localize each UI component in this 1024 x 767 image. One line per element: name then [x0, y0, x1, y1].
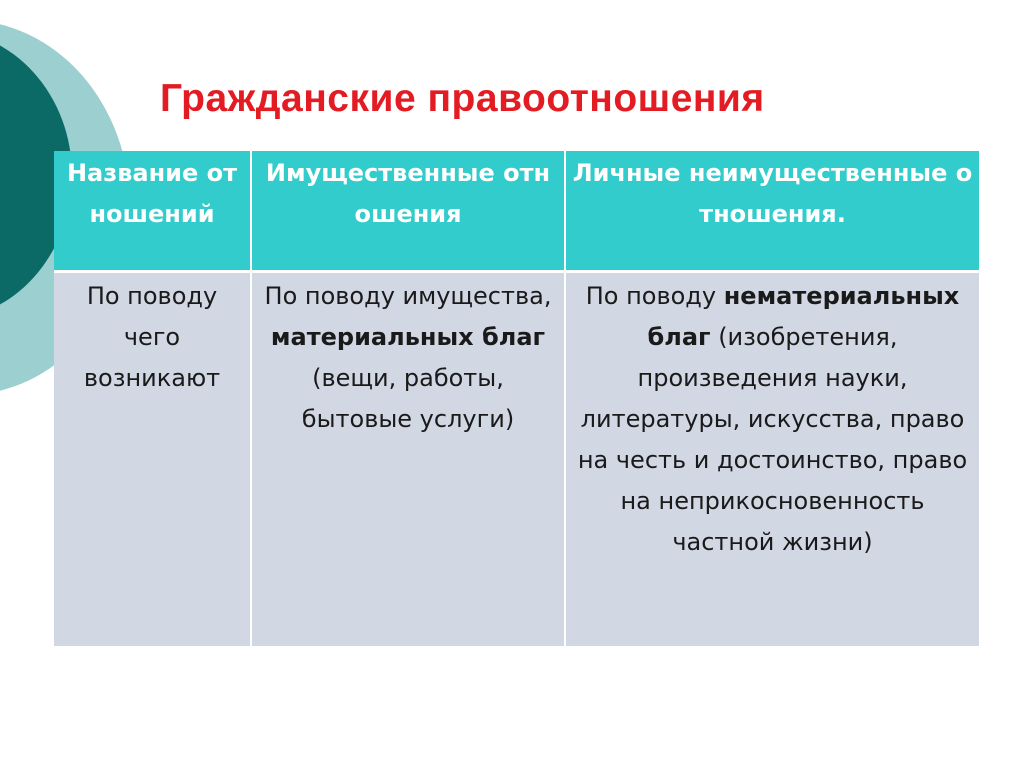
slide-title: Гражданские правоотношения: [160, 77, 765, 120]
header-relation-name: Название отношений: [54, 151, 251, 271]
table-header-row: [54, 151, 979, 271]
cell-text-pre: По поводу имущества,: [264, 281, 552, 310]
cell-row-label: По поводу чего возникают: [54, 271, 251, 646]
cell-text-bold: нематериальных благ: [647, 281, 960, 351]
cell-personal-relations: [565, 271, 979, 646]
table-row: [54, 271, 979, 646]
cell-text-post: (изобретения, произведения науки, литературы, искусства, право на честь и достоинство, право на неприкосновенность частной жизни): [577, 322, 968, 556]
cell-text-post: (вещи, работы, бытовые услуги): [301, 363, 515, 433]
cell-text-bold: материальных благ: [270, 322, 546, 351]
header-personal-non-property-relations: Личные неимущественные отношения.: [565, 151, 979, 271]
cell-text-pre: По поводу: [585, 281, 724, 310]
header-property-relations: Имущественные отношения: [251, 151, 565, 271]
cell-property-relations: [251, 271, 565, 646]
relations-table: [54, 151, 979, 646]
